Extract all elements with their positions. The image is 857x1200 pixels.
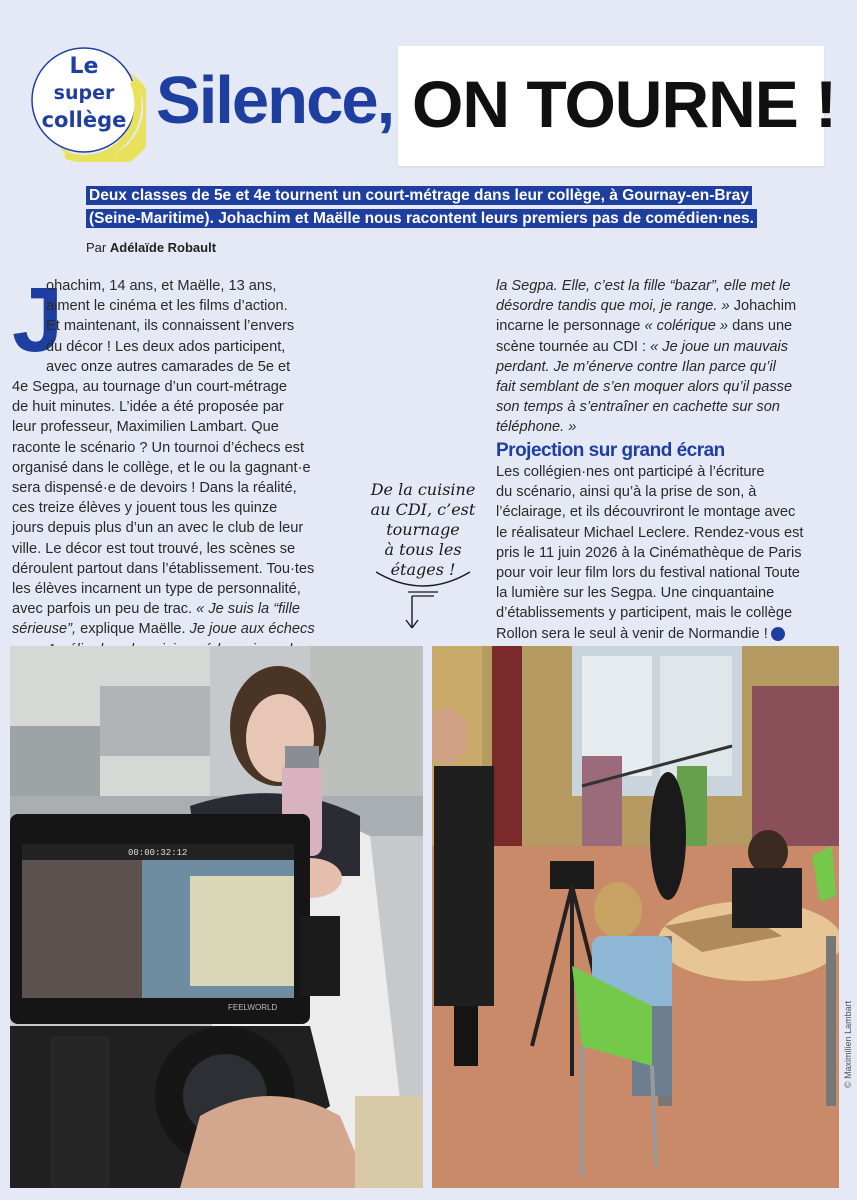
quote: Je joue aux échecs (189, 621, 315, 638)
text-line: Les collégien·nes ont participé à l’écriture (496, 464, 765, 480)
text-line: scène tournée au CDI : « Je joue un mauvais (496, 338, 789, 355)
aside-line: tournage (386, 520, 460, 539)
text-line: désordre tandis que moi, je range. » Johachim (496, 298, 797, 315)
article-column-3 (496, 462, 836, 644)
text-line: ohachim, 14 ans, et Maëlle, 13 ans, (46, 278, 277, 294)
text-line: Rollon sera le seul à venir de Normandie ! (496, 624, 836, 644)
text-line: le réalisateur Michael Leclere. Rendez-vous est (496, 524, 804, 541)
byline-author: Adélaïde Robault (109, 240, 217, 255)
photo-cdi-chess-filming (432, 646, 839, 1188)
text-line: d’établissements y participent, mais le collège (496, 605, 793, 622)
text-line: raconte le scénario ? Un tournoi d’échecs est (12, 439, 305, 456)
text-line: pour voir leur film lors du festival national Toute (496, 565, 800, 582)
monitor-timecode: 00:00:32:12 (128, 848, 188, 858)
text-line: téléphone. » (496, 419, 577, 436)
text-line: jours depuis plus d’un an avec le club de leur (12, 520, 304, 537)
text-line: la lumière sur les Segpa. Une cinquantaine (496, 585, 775, 602)
super-college-logo (28, 44, 146, 162)
aside-line: étages ! (390, 560, 456, 579)
photo-kitchen-filming (10, 646, 423, 1188)
end-mark-icon (771, 627, 785, 641)
text-line: incarne le personnage « colérique » dans une (496, 318, 793, 335)
title-part-2: ON TOURNE ! (412, 67, 837, 141)
text-line: sera dispensé·e de devoirs ! Dans la réalité, (12, 480, 297, 497)
logo-line-2: super (53, 82, 115, 104)
text-line: la Segpa. Elle, c’est la fille “bazar”, elle met le (496, 278, 791, 294)
text-line: du décor ! Les deux ados participent, (46, 338, 286, 355)
lead-paragraph (86, 184, 786, 230)
subheading: Projection sur grand écran (496, 440, 725, 461)
text-line: organisé dans le collège, et le ou la gagnant·e (12, 459, 311, 476)
monitor-brand: FEELWORLD (228, 1003, 278, 1012)
quote: « Je suis la “fille (196, 601, 300, 618)
handwritten-aside (368, 480, 478, 580)
text-line: sérieuse”, explique Maëlle. Je joue aux échecs (12, 621, 315, 638)
quote: sérieuse”, (12, 621, 77, 638)
logo-line-3: collège (41, 108, 127, 132)
article-column-1 (12, 269, 342, 660)
text-line: de huit minutes. L’idée a été proposée par (12, 399, 284, 416)
text-line: avec parfois un peu de trac. « Je suis la “fille (12, 601, 300, 618)
drop-cap: J (12, 269, 64, 371)
aside-line: au CDI, c’est (370, 500, 476, 519)
text-line: l’éclairage, et ils découvriront le montage avec (496, 504, 796, 521)
text-line: Et maintenant, ils connaissent l’envers (46, 318, 295, 335)
text-line: leur professeur, Maximilien Lambart. Que (12, 419, 279, 436)
text-line: aiment le cinéma et les films d’action. (46, 298, 288, 315)
lead-line-1: Deux classes de 5e et 4e tournent un court-métrage dans leur collège, à Gournay-en-Bray (86, 186, 752, 205)
library-scene-illustration (432, 646, 839, 1188)
photo-credit: © Maximilien Lambart (843, 1000, 853, 1088)
aside-line: De la cuisine (370, 480, 476, 499)
text-line: les élèves incarnent un type de personnalité, (12, 581, 301, 598)
text-line: 4e Segpa, au tournage d’un court-métrage (12, 379, 288, 396)
text-line: son temps à s’entraîner en cachette sur son (496, 399, 780, 416)
byline (86, 240, 216, 255)
aside-line: à tous les (384, 540, 462, 559)
kitchen-scene-illustration (10, 646, 423, 1188)
text-line: fait semblant de s’en moquer alors qu’il passe (496, 379, 793, 396)
title-part-1: Silence, (156, 63, 394, 138)
arrow-icon (368, 480, 478, 630)
text-line: avec onze autres camarades de 5e et (46, 358, 291, 375)
article-column-2 (496, 276, 834, 438)
text-line: ville. Le décor est tout trouvé, les scènes se (12, 540, 296, 557)
text-line: du scénario, ainsi qu’à la prise de son, à (496, 484, 757, 501)
text-line: déroulent partout dans l’établissement. Tou·tes (12, 560, 315, 577)
text-line: pris le 11 juin 2026 à la Cinémathèque de Paris (496, 544, 802, 561)
logo-line-1: Le (69, 54, 99, 79)
byline-prefix: Par (86, 240, 107, 255)
text-line: perdant. Je m’énerve contre Ilan parce qu’il (496, 358, 776, 375)
text-line: ces treize élèves y jouent tous les quinze (12, 500, 278, 517)
lead-line-2: (Seine-Maritime). Johachim et Maëlle nous racontent leurs premiers pas de comédien·nes. (86, 209, 757, 228)
